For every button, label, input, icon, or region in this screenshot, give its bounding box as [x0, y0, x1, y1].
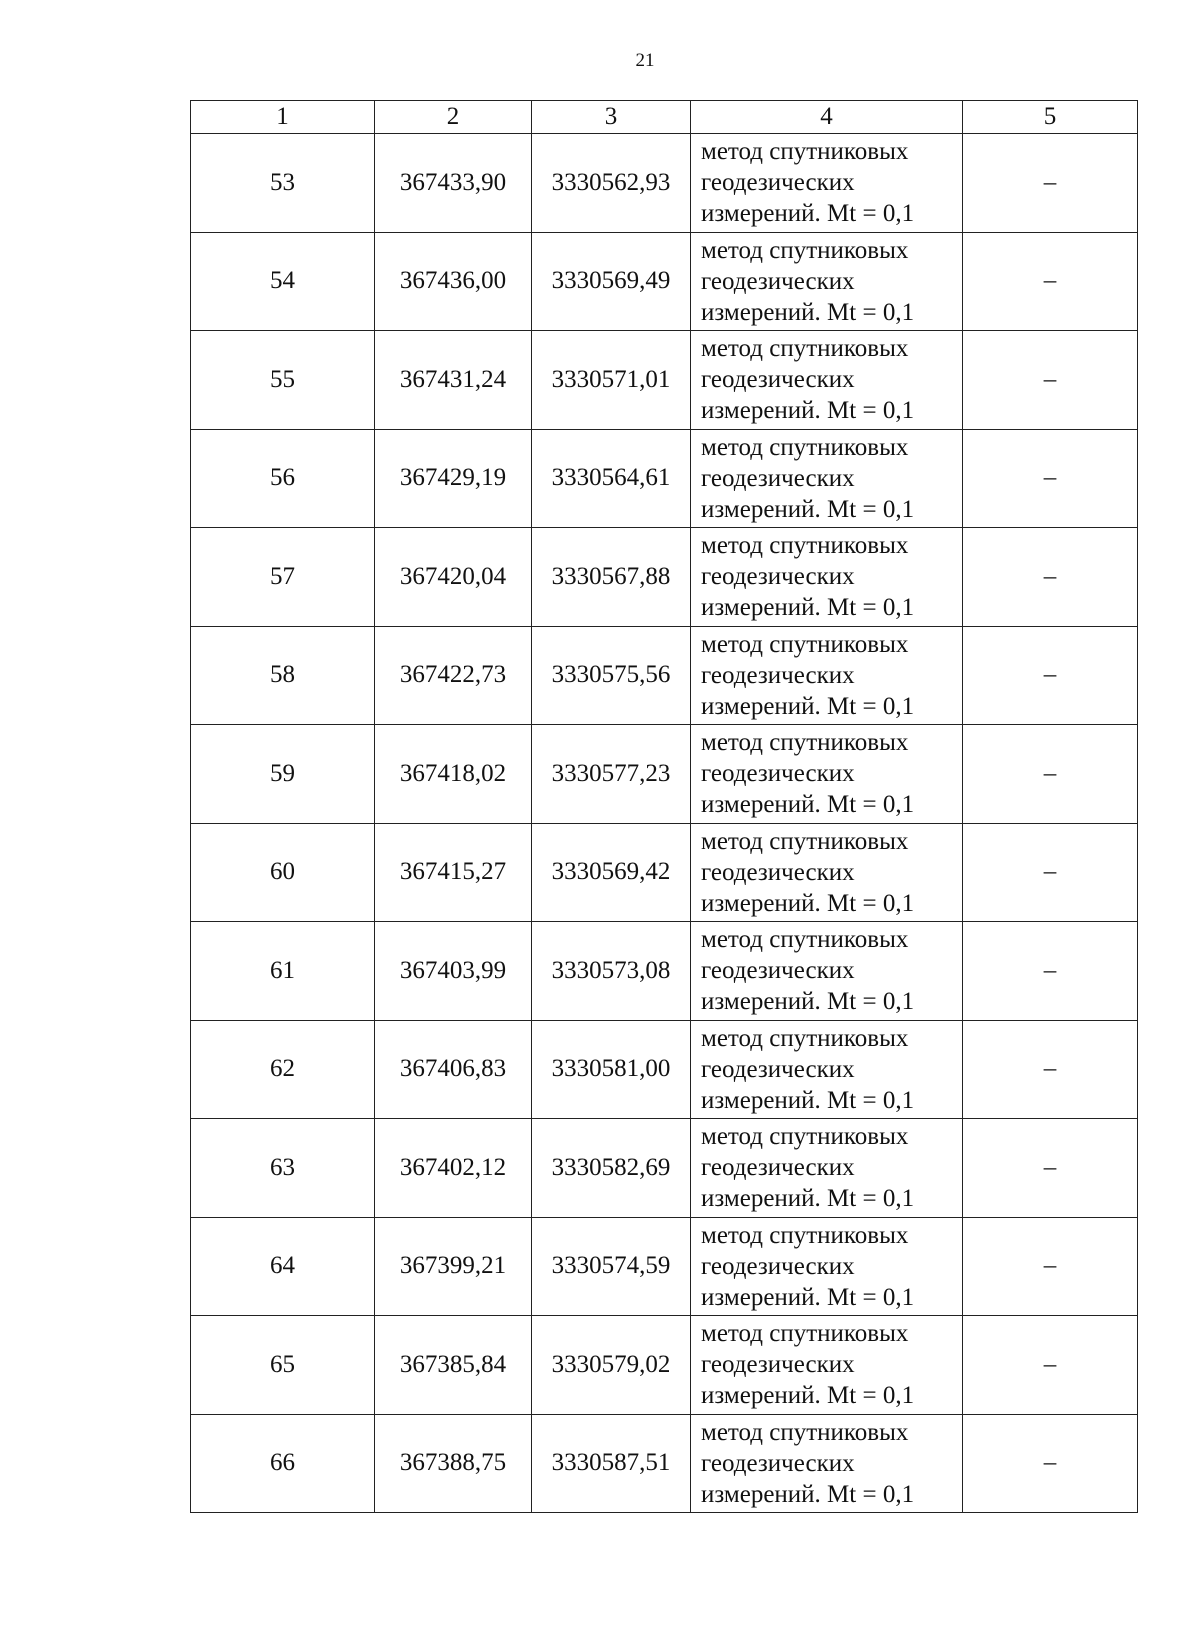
- x-coordinate-cell: 367402,12: [375, 1119, 532, 1218]
- description-cell: –: [963, 429, 1138, 528]
- point-number-cell: 60: [191, 823, 375, 922]
- method-cell: [691, 922, 963, 1021]
- header-row: [191, 101, 1138, 134]
- x-coordinate-cell: 367420,04: [375, 528, 532, 627]
- method-cell: [691, 1316, 963, 1415]
- method-line: метод спутниковых: [701, 138, 909, 166]
- x-coordinate-cell: 367422,73: [375, 626, 532, 725]
- method-line: геодезических: [701, 464, 855, 492]
- table-row: [191, 1020, 1138, 1119]
- description-cell: –: [963, 1414, 1138, 1513]
- point-number-cell: 59: [191, 725, 375, 824]
- method-cell: [691, 232, 963, 331]
- y-coordinate-cell: 3330581,00: [532, 1020, 691, 1119]
- table-header: [191, 101, 1138, 134]
- table-row: [191, 1119, 1138, 1218]
- point-number-cell: 66: [191, 1414, 375, 1513]
- method-line: измерений. Mt = 0,1: [701, 1480, 915, 1508]
- page-number: 21: [635, 50, 655, 71]
- method-line: геодезических: [701, 267, 855, 295]
- x-coordinate-cell: 367385,84: [375, 1316, 532, 1415]
- table-body: [191, 134, 1138, 1513]
- method-line: геодезических: [701, 760, 855, 788]
- y-coordinate-cell: 3330562,93: [532, 134, 691, 233]
- x-coordinate-cell: 367431,24: [375, 331, 532, 430]
- method-line: измерений. Mt = 0,1: [701, 1086, 915, 1114]
- x-coordinate-cell: 367436,00: [375, 232, 532, 331]
- table-row: [191, 1414, 1138, 1513]
- method-line: измерений. Mt = 0,1: [701, 298, 915, 326]
- method-line: измерений. Mt = 0,1: [701, 200, 915, 228]
- method-line: метод спутниковых: [701, 236, 909, 264]
- y-coordinate-cell: 3330569,42: [532, 823, 691, 922]
- method-line: метод спутниковых: [701, 532, 909, 560]
- table-row: [191, 922, 1138, 1021]
- method-line: геодезических: [701, 1252, 855, 1280]
- description-cell: –: [963, 331, 1138, 430]
- method-line: метод спутниковых: [701, 827, 909, 855]
- method-line: метод спутниковых: [701, 1024, 909, 1052]
- method-line: измерений. Mt = 0,1: [701, 889, 915, 917]
- method-line: метод спутниковых: [701, 1320, 909, 1348]
- description-cell: –: [963, 823, 1138, 922]
- point-number-cell: 58: [191, 626, 375, 725]
- point-number-cell: 53: [191, 134, 375, 233]
- method-line: измерений. Mt = 0,1: [701, 1382, 915, 1410]
- method-line: геодезических: [701, 169, 855, 197]
- x-coordinate-cell: 367403,99: [375, 922, 532, 1021]
- method-line: геодезических: [701, 366, 855, 394]
- x-coordinate-cell: 367406,83: [375, 1020, 532, 1119]
- method-line: геодезических: [701, 1449, 855, 1477]
- method-line: метод спутниковых: [701, 630, 909, 658]
- description-cell: –: [963, 626, 1138, 725]
- y-coordinate-cell: 3330579,02: [532, 1316, 691, 1415]
- table-row: [191, 331, 1138, 430]
- point-number-cell: 65: [191, 1316, 375, 1415]
- y-coordinate-cell: 3330567,88: [532, 528, 691, 627]
- method-line: измерений. Mt = 0,1: [701, 1283, 915, 1311]
- table-row: [191, 429, 1138, 528]
- description-cell: –: [963, 1020, 1138, 1119]
- y-coordinate-cell: 3330574,59: [532, 1217, 691, 1316]
- method-line: метод спутниковых: [701, 729, 909, 757]
- point-number-cell: 54: [191, 232, 375, 331]
- method-line: геодезических: [701, 858, 855, 886]
- coordinates-table: [190, 100, 1138, 1513]
- y-coordinate-cell: 3330564,61: [532, 429, 691, 528]
- method-line: геодезических: [701, 957, 855, 985]
- method-line: метод спутниковых: [701, 335, 909, 363]
- table-row: [191, 626, 1138, 725]
- header-cell-3: 3: [532, 101, 691, 134]
- method-cell: [691, 134, 963, 233]
- y-coordinate-cell: 3330573,08: [532, 922, 691, 1021]
- header-cell-5: 5: [963, 101, 1138, 134]
- method-cell: [691, 429, 963, 528]
- x-coordinate-cell: 367429,19: [375, 429, 532, 528]
- method-cell: [691, 528, 963, 627]
- method-line: измерений. Mt = 0,1: [701, 397, 915, 425]
- method-line: измерений. Mt = 0,1: [701, 1185, 915, 1213]
- table-row: [191, 725, 1138, 824]
- method-cell: [691, 1414, 963, 1513]
- x-coordinate-cell: 367399,21: [375, 1217, 532, 1316]
- x-coordinate-cell: 367433,90: [375, 134, 532, 233]
- description-cell: –: [963, 1119, 1138, 1218]
- method-cell: [691, 331, 963, 430]
- table-row: [191, 232, 1138, 331]
- point-number-cell: 64: [191, 1217, 375, 1316]
- y-coordinate-cell: 3330575,56: [532, 626, 691, 725]
- description-cell: –: [963, 134, 1138, 233]
- x-coordinate-cell: 367388,75: [375, 1414, 532, 1513]
- y-coordinate-cell: 3330577,23: [532, 725, 691, 824]
- y-coordinate-cell: 3330582,69: [532, 1119, 691, 1218]
- method-line: метод спутниковых: [701, 926, 909, 954]
- method-line: метод спутниковых: [701, 1221, 909, 1249]
- point-number-cell: 62: [191, 1020, 375, 1119]
- method-line: измерений. Mt = 0,1: [701, 594, 915, 622]
- method-cell: [691, 823, 963, 922]
- y-coordinate-cell: 3330569,49: [532, 232, 691, 331]
- method-line: геодезических: [701, 1351, 855, 1379]
- description-cell: –: [963, 232, 1138, 331]
- point-number-cell: 55: [191, 331, 375, 430]
- header-cell-4: 4: [691, 101, 963, 134]
- description-cell: –: [963, 922, 1138, 1021]
- method-line: метод спутниковых: [701, 1123, 909, 1151]
- point-number-cell: 57: [191, 528, 375, 627]
- header-cell-2: 2: [375, 101, 532, 134]
- x-coordinate-cell: 367418,02: [375, 725, 532, 824]
- method-cell: [691, 1020, 963, 1119]
- method-line: метод спутниковых: [701, 1418, 909, 1446]
- table-row: [191, 1217, 1138, 1316]
- x-coordinate-cell: 367415,27: [375, 823, 532, 922]
- table-row: [191, 528, 1138, 627]
- method-line: метод спутниковых: [701, 433, 909, 461]
- method-line: измерений. Mt = 0,1: [701, 791, 915, 819]
- point-number-cell: 63: [191, 1119, 375, 1218]
- method-line: измерений. Mt = 0,1: [701, 988, 915, 1016]
- table-row: [191, 823, 1138, 922]
- description-cell: –: [963, 725, 1138, 824]
- method-line: геодезических: [701, 1154, 855, 1182]
- y-coordinate-cell: 3330587,51: [532, 1414, 691, 1513]
- method-line: геодезических: [701, 1055, 855, 1083]
- point-number-cell: 61: [191, 922, 375, 1021]
- description-cell: –: [963, 1217, 1138, 1316]
- table-row: [191, 134, 1138, 233]
- method-cell: [691, 626, 963, 725]
- method-line: геодезических: [701, 563, 855, 591]
- method-cell: [691, 725, 963, 824]
- point-number-cell: 56: [191, 429, 375, 528]
- header-cell-1: 1: [191, 101, 375, 134]
- table-row: [191, 1316, 1138, 1415]
- description-cell: –: [963, 528, 1138, 627]
- method-line: измерений. Mt = 0,1: [701, 692, 915, 720]
- description-cell: –: [963, 1316, 1138, 1415]
- method-line: измерений. Mt = 0,1: [701, 495, 915, 523]
- method-line: геодезических: [701, 661, 855, 689]
- method-cell: [691, 1119, 963, 1218]
- method-cell: [691, 1217, 963, 1316]
- y-coordinate-cell: 3330571,01: [532, 331, 691, 430]
